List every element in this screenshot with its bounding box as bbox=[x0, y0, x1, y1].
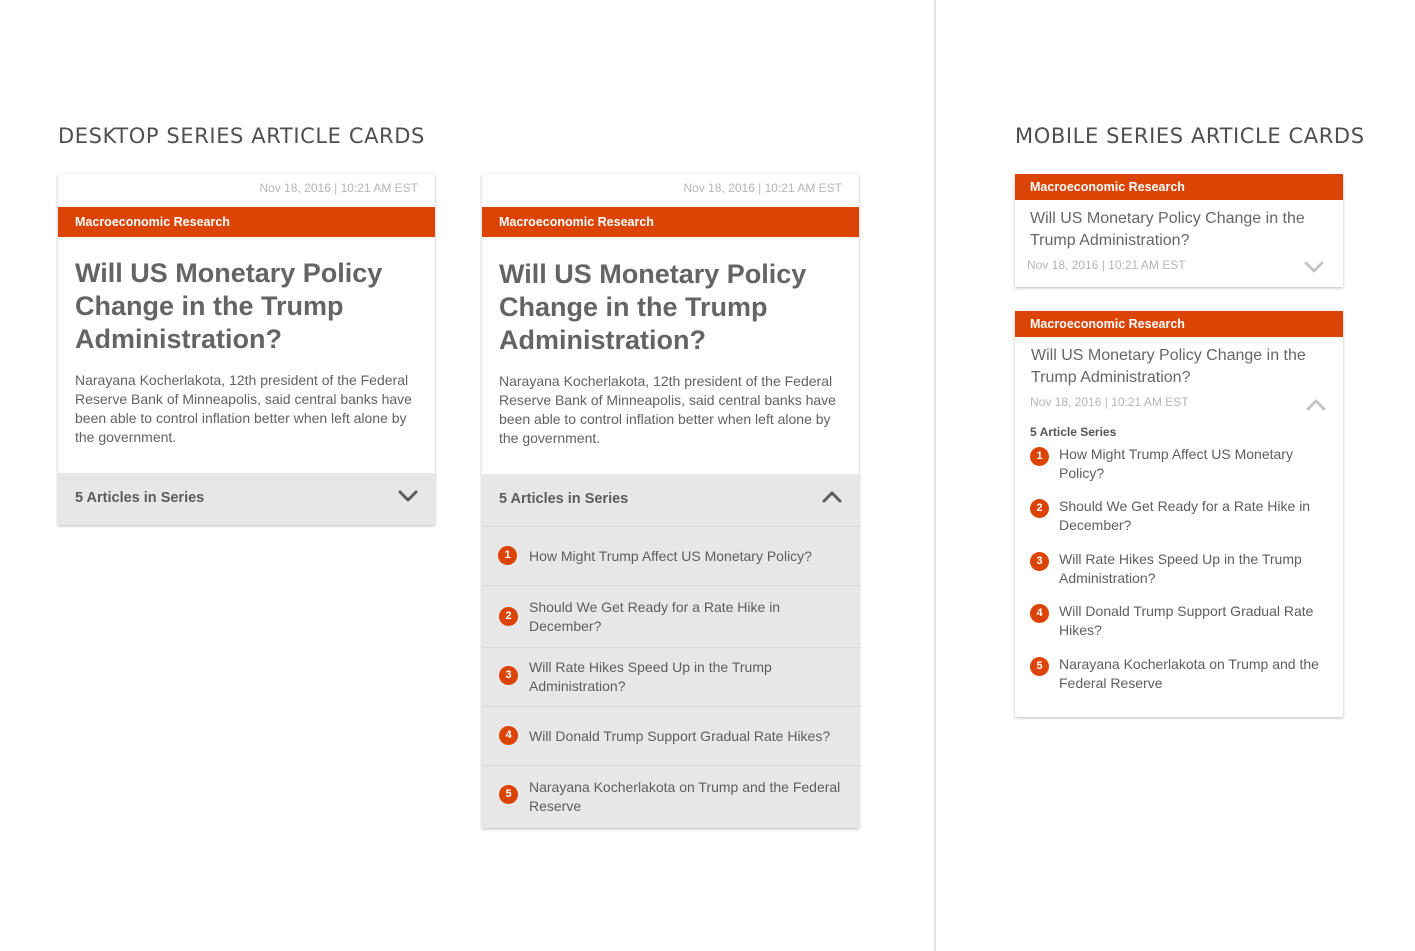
chevron-up-icon[interactable] bbox=[1305, 398, 1327, 412]
mobile-article-card-collapsed bbox=[1015, 174, 1343, 287]
series-number-badge: 1 bbox=[498, 546, 517, 565]
category-tag[interactable]: Macroeconomic Research bbox=[1015, 174, 1343, 200]
series-item[interactable] bbox=[1015, 497, 1343, 535]
mobile-section-title: MOBILE SERIES ARTICLE CARDS bbox=[1015, 124, 1365, 148]
chevron-down-icon[interactable] bbox=[398, 489, 418, 503]
series-item[interactable] bbox=[1015, 655, 1343, 693]
series-count-label: 5 Articles in Series bbox=[499, 491, 629, 507]
date-row bbox=[1015, 391, 1343, 419]
series-count-label: 5 Articles in Series bbox=[75, 490, 205, 506]
series-item-title: Should We Get Ready for a Rate Hike in December? bbox=[1059, 498, 1311, 533]
series-toggle-button[interactable] bbox=[482, 474, 859, 526]
series-item-title: Will Rate Hikes Speed Up in the Trump Administration? bbox=[529, 659, 772, 694]
series-list bbox=[1015, 445, 1343, 693]
series-item-title: Narayana Kocherlakota on Trump and the Federal Reserve bbox=[1059, 656, 1319, 691]
article-summary: Narayana Kocherlakota, 12th president of the Federal Reserve Bank of Minneapolis, said central banks have been able to control inflation better when left alone by the government. bbox=[75, 372, 412, 445]
series-number-badge: 1 bbox=[1030, 447, 1049, 466]
series-number-badge: 4 bbox=[1030, 604, 1049, 623]
chevron-down-icon[interactable] bbox=[1303, 260, 1325, 274]
date-row bbox=[1015, 254, 1343, 280]
series-item-title: Will Rate Hikes Speed Up in the Trump Administration? bbox=[1059, 551, 1302, 586]
category-tag[interactable]: Macroeconomic Research bbox=[482, 207, 859, 237]
series-list bbox=[482, 526, 859, 828]
series-item[interactable] bbox=[1015, 550, 1343, 588]
series-item[interactable] bbox=[1015, 445, 1343, 483]
series-number-badge: 2 bbox=[1030, 499, 1049, 518]
series-item[interactable] bbox=[1015, 602, 1343, 640]
article-headline[interactable]: Will US Monetary Policy Change in the Trump Administration? bbox=[499, 259, 807, 355]
series-number-badge: 3 bbox=[1030, 552, 1049, 571]
article-headline[interactable]: Will US Monetary Policy Change in the Trump Administration? bbox=[75, 258, 383, 354]
series-item-title: Should We Get Ready for a Rate Hike in December? bbox=[529, 598, 781, 634]
series-count-label: 5 Article Series bbox=[1030, 425, 1117, 439]
series-item-title: How Might Trump Affect US Monetary Policy? bbox=[1059, 446, 1293, 481]
desktop-section-title: DESKTOP SERIES ARTICLE CARDS bbox=[58, 124, 425, 148]
article-date: Nov 18, 2016 | 10:21 AM EST bbox=[1027, 258, 1186, 272]
series-item[interactable] bbox=[482, 526, 859, 585]
series-item-title: Will Donald Trump Support Gradual Rate Hikes? bbox=[529, 727, 831, 744]
article-headline[interactable]: Will US Monetary Policy Change in the Trump Administration? bbox=[1030, 210, 1305, 249]
mobile-article-card-expanded bbox=[1015, 311, 1343, 717]
series-item[interactable] bbox=[482, 585, 859, 647]
series-number-badge: 5 bbox=[499, 785, 518, 804]
category-tag[interactable]: Macroeconomic Research bbox=[58, 207, 435, 237]
article-date: Nov 18, 2016 | 10:21 AM EST bbox=[1030, 395, 1189, 409]
article-headline[interactable]: Will US Monetary Policy Change in the Trump Administration? bbox=[1031, 347, 1306, 386]
series-number-badge: 3 bbox=[499, 666, 518, 685]
series-item[interactable] bbox=[482, 706, 859, 765]
chevron-up-icon[interactable] bbox=[822, 490, 842, 504]
series-toggle-button[interactable] bbox=[58, 473, 435, 525]
series-item[interactable] bbox=[482, 647, 859, 706]
series-item-title: Narayana Kocherlakota on Trump and the Federal Reserve bbox=[529, 779, 841, 814]
category-tag[interactable]: Macroeconomic Research bbox=[1015, 311, 1343, 337]
series-item-title: Will Donald Trump Support Gradual Rate Hikes? bbox=[1059, 603, 1314, 638]
desktop-article-card-expanded bbox=[482, 174, 859, 828]
article-summary: Narayana Kocherlakota, 12th president of the Federal Reserve Bank of Minneapolis, said central banks have been able to control inflation better when left alone by the government. bbox=[499, 373, 836, 446]
article-date: Nov 18, 2016 | 10:21 AM EST bbox=[683, 181, 842, 195]
article-date: Nov 18, 2016 | 10:21 AM EST bbox=[259, 181, 418, 195]
series-number-badge: 4 bbox=[499, 726, 518, 745]
series-item-title: How Might Trump Affect US Monetary Policy? bbox=[529, 547, 812, 564]
column-divider bbox=[934, 0, 936, 951]
desktop-article-card-collapsed bbox=[58, 174, 435, 525]
series-item[interactable] bbox=[482, 765, 859, 828]
series-number-badge: 5 bbox=[1030, 657, 1049, 676]
series-number-badge: 2 bbox=[499, 607, 518, 626]
